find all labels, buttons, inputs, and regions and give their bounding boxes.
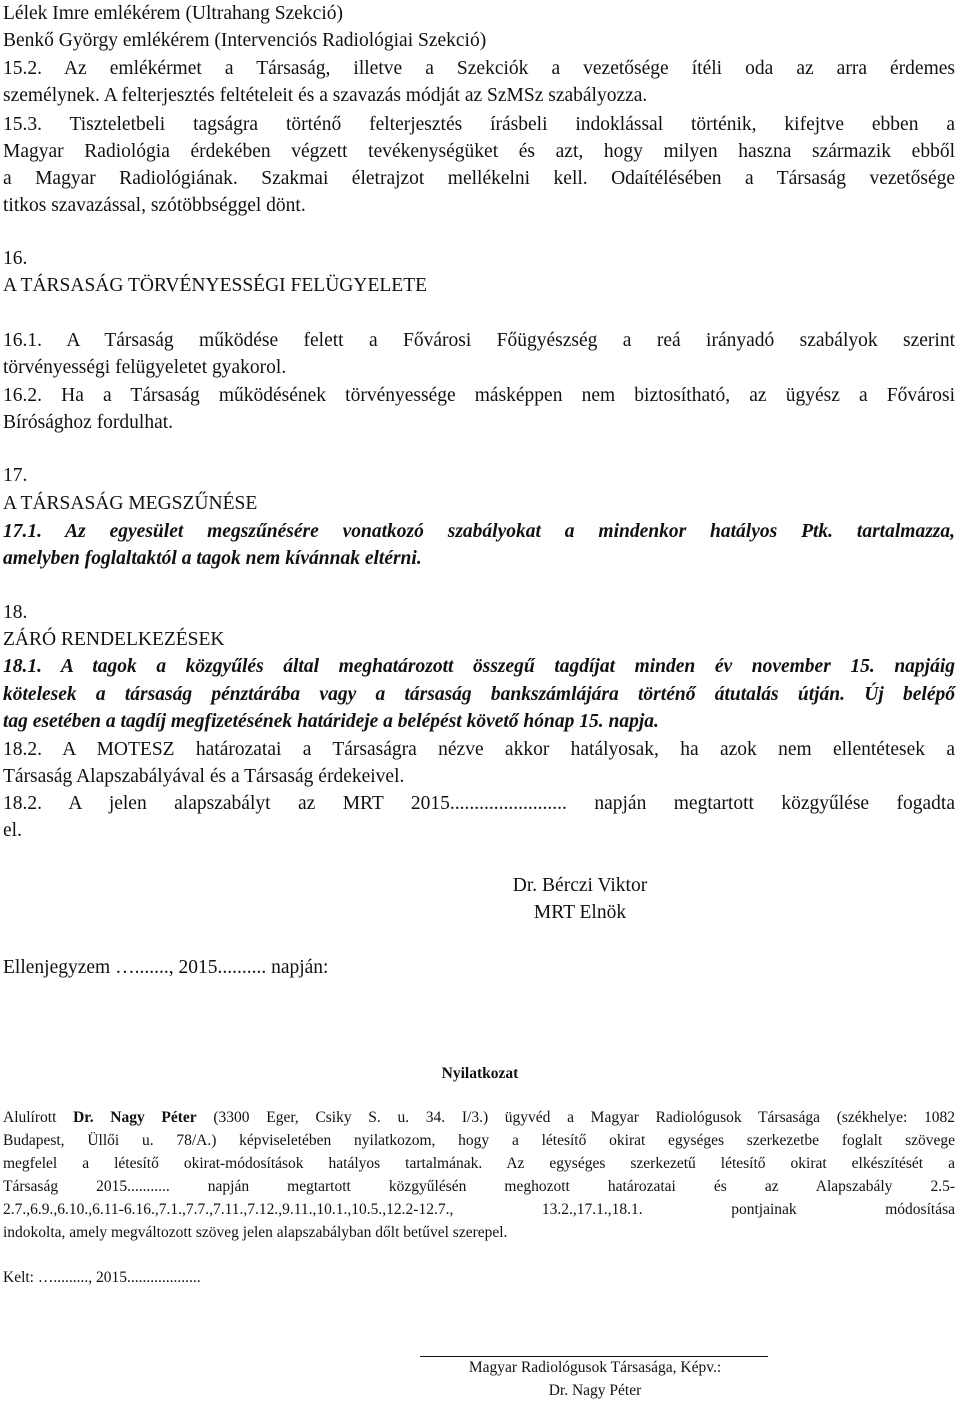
para-15-3-line3: a Magyar Radiológiának. Szakmai életrajzot mellékelni kell. Odaítélésében a Társaság vezetősége xyxy=(3,168,955,189)
countersign-line: Ellenjegyzem …......., 2015.......... napján: xyxy=(3,957,329,978)
dated-line: Kelt: …........., 2015................... xyxy=(3,1269,201,1286)
para-18-3-line1: 18.2. A jelen alapszabályt az MRT 2015........................ napján megtartott közgyűlése fogadta xyxy=(3,793,955,814)
declaration-line5: 2.7.,6.9.,6.10.,6.11-6.16.,7.1.,7.7.,7.11.,7.12.,9.11.,10.1.,10.5.,12.2-12.7., 13.2.,17.1.,18.1. pontjainak módosítása xyxy=(3,1201,955,1218)
para-18-1-line2: kötelesek a társaság pénztárába vagy a társaság bankszámlájára történő átutalás útján. Új belépő xyxy=(3,684,955,705)
para-15-2-line1: 15.2. Az emlékérmet a Társaság, illetve a Szekciók a vezetősége ítéli oda az arra érdemes xyxy=(3,58,955,79)
para-15-3-line1: 15.3. Tiszteletbeli tagságra történő felterjesztés írásbeli indoklással történik, kifejtve ebben a xyxy=(3,114,955,135)
declaration-line3: megfelel a létesítő okirat-módosítások hatályos tartalmának. Az egységes szerkezetű létesítő okirat elkészítését a xyxy=(3,1155,955,1172)
declaration-line4: Társaság 2015........... napján megtartott közgyűlésén meghozott határozatai és az Alapszabály 2.5- xyxy=(3,1178,955,1195)
award-line-benko: Benkő György emlékérem (Intervenciós Radiológiai Szekció) xyxy=(3,30,487,51)
declarant-name: Dr. Nagy Péter xyxy=(73,1109,197,1126)
para-16-1-line2: törvényességi felügyeletet gyakorol. xyxy=(3,357,287,378)
section-16-title: A TÁRSASÁG TÖRVÉNYESSÉGI FELÜGYELETE xyxy=(3,275,428,296)
declaration-line1: Alulírott Dr. Nagy Péter (3300 Eger, Csiky S. u. 34. I/3.) ügyvéd a Magyar Radiológusok Társasága (székhelye: 1082 xyxy=(3,1109,955,1126)
section-18-number: 18. xyxy=(3,602,28,623)
para-15-3-line4: titkos szavazással, szótöbbséggel dönt. xyxy=(3,195,306,216)
para-15-2-line2: személynek. A felterjesztés feltételeit és a szavazás módját az SzMSz szabályozza. xyxy=(3,85,648,106)
para-17-1-line2: amelyben foglaltaktól a tagok nem kívánnak eltérni. xyxy=(3,548,422,569)
section-17-title: A TÁRSASÁG MEGSZŰNÉSE xyxy=(3,493,258,514)
para-18-1-line1: 18.1. A tagok a közgyűlés által meghatározott összegű tagdíjat minden év november 15. napjáig xyxy=(3,656,955,677)
section-18-title: ZÁRÓ RENDELKEZÉSEK xyxy=(3,629,225,650)
para-16-2-line1: 16.2. Ha a Társaság működésének törvényessége másképpen nem biztosítható, az ügyész a Fővárosi xyxy=(3,385,955,406)
para-17-1-line1: 17.1. Az egyesület megszűnésére vonatkozó szabályokat a mindenkor hatályos Ptk. tartalmazza, xyxy=(3,521,955,542)
signature-org: Magyar Radiológusok Társasága, Képv.: xyxy=(468,1359,722,1376)
declaration-title: Nyilatkozat xyxy=(441,1065,519,1082)
para-16-2-line2: Bírósághoz fordulhat. xyxy=(3,412,174,433)
para-18-3-line2: el. xyxy=(3,820,22,841)
award-line-lelek: Lélek Imre emlékérem (Ultrahang Szekció) xyxy=(3,3,344,24)
para-18-2-line1: 18.2. A MOTESZ határozatai a Társaságra nézve akkor hatályosak, ha azok nem ellentétesek a xyxy=(3,739,955,760)
section-17-number: 17. xyxy=(3,465,28,486)
para-15-3-line2: Magyar Radiológia érdekében végzett tevékenységüket és azt, hogy milyen haszna származik ebből xyxy=(3,141,955,162)
signature-name: Dr. Nagy Péter xyxy=(548,1382,642,1399)
para-16-1-line1: 16.1. A Társaság működése felett a Fővárosi Főügyészség a reá irányadó szabályok szerint xyxy=(3,330,955,351)
declaration-line2: Budapest, Üllői u. 78/A.) képviseletében nyilatkozom, hogy a létesítő okirat egységes szerkezetbe foglalt szövege xyxy=(3,1132,955,1149)
president-name: Dr. Bérczi Viktor xyxy=(512,875,648,896)
para-18-2-line2: Társaság Alapszabályával és a Társaság érdekeivel. xyxy=(3,766,405,787)
para-18-1-line3: tag esetében a tagdíj megfizetésének határideje a belépést követő hónap 15. napja. xyxy=(3,711,659,732)
declaration-line6: indokolta, amely megváltozott szöveg jelen alapszabályban dőlt betűvel szerepel. xyxy=(3,1224,508,1241)
section-16-number: 16. xyxy=(3,248,28,269)
president-role: MRT Elnök xyxy=(533,902,627,923)
